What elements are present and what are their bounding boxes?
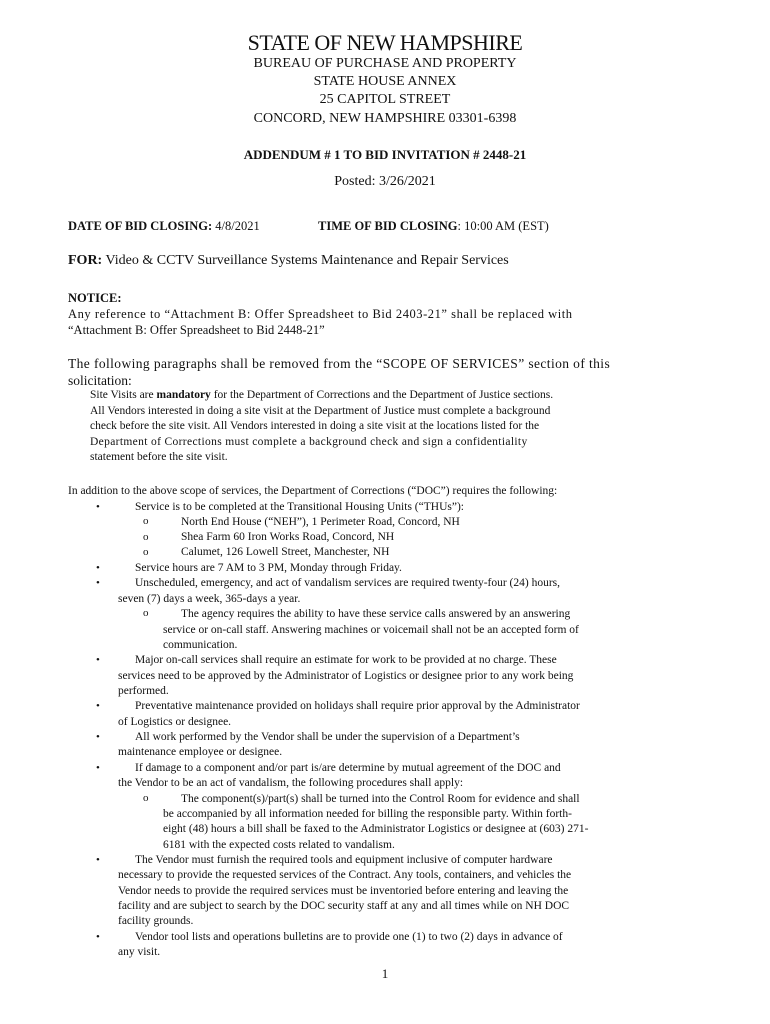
header-line-bureau: BUREAU OF PURCHASE AND PROPERTY	[253, 56, 517, 71]
closing-date-value: 4/8/2021	[215, 219, 260, 233]
site-visit-rest: for the Department of Corrections and the Department of Justice sections.	[210, 389, 554, 401]
for-label: FOR:	[68, 253, 103, 268]
location-shea-farm: Shea Farm 60 Iron Works Road, Concord, NH	[181, 531, 395, 543]
addendum-heading: ADDENDUM # 1 TO BID INVITATION # 2448-21	[243, 147, 527, 162]
bullet-major-line-1: Major on-call services shall require an estimate for work to be provided at no charge. These	[135, 654, 557, 666]
removed-paragraph-line-5: statement before the site visit.	[90, 451, 228, 463]
bullet-tools-line-3: Vendor needs to provide the required services must be inventoried before entering and leaving the	[118, 885, 569, 897]
answering-line-3: communication.	[163, 639, 238, 651]
bullet-tools-line-4: facility and are subject to search by the DOC security staff at any and all times while on NH DOC	[118, 900, 570, 912]
sub-bullet-marker: o	[143, 515, 149, 527]
sub-bullet-marker: o	[143, 792, 149, 804]
page-number: 1	[381, 966, 389, 981]
sub-bullet-marker: o	[143, 531, 149, 543]
bullet-marker: •	[96, 931, 100, 943]
bullet-marker: •	[96, 654, 100, 666]
bullet-marker: •	[96, 854, 100, 866]
bullet-thu-locations: Service is to be completed at the Transitional Housing Units (“THUs”):	[135, 501, 464, 513]
bullet-preventative-line-1: Preventative maintenance provided on holidays shall require prior approval by the Administrator	[135, 700, 580, 712]
closing-date-label: DATE OF BID CLOSING:	[68, 219, 213, 233]
for-line	[68, 253, 509, 269]
header-line-annex: STATE HOUSE ANNEX	[313, 74, 457, 89]
site-visit-start: Site Visits are	[90, 389, 157, 401]
bullet-major-line-3: performed.	[118, 685, 169, 697]
page-title: STATE OF NEW HAMPSHIRE	[247, 30, 523, 55]
removed-paragraph-line-1	[90, 389, 553, 401]
header-line-street: 25 CAPITOL STREET	[319, 92, 451, 107]
bullet-emergency-line-2: seven (7) days a week, 365-days a year.	[118, 593, 301, 605]
bullet-emergency-line-1: Unscheduled, emergency, and act of vandalism services are required twenty-four (24) hours,	[135, 577, 561, 589]
vandalism-procedure-line-4: 6181 with the expected costs related to vandalism.	[163, 839, 395, 851]
bid-closing-time	[318, 219, 549, 234]
bullet-marker: •	[96, 731, 100, 743]
scope-intro: In addition to the above scope of services, the Department of Corrections (“DOC”) requires the following:	[68, 485, 558, 497]
sub-bullet-marker: o	[143, 546, 149, 558]
removed-line-1: The following paragraphs shall be removed from the “SCOPE OF SERVICES” section of this	[68, 356, 611, 371]
closing-time-value: : 10:00 AM (EST)	[457, 219, 549, 233]
bullet-marker: •	[96, 700, 100, 712]
answering-line-1: The agency requires the ability to have these service calls answered by an answering	[181, 608, 571, 620]
bullet-marker: •	[96, 577, 100, 589]
bullet-tool-lists-line-2: any visit.	[118, 946, 161, 958]
notice-label: NOTICE:	[68, 291, 122, 305]
bullet-vandalism-line-2: the Vendor to be an act of vandalism, the following procedures shall apply:	[118, 777, 464, 789]
bullet-marker: •	[96, 762, 100, 774]
removed-paragraph-line-4: Department of Corrections must complete a background check and sign a confidentiality	[90, 436, 528, 448]
bullet-supervision-line-2: maintenance employee or designee.	[118, 746, 283, 758]
notice-line-2: “Attachment B: Offer Spreadsheet to Bid 2448-21”	[68, 323, 325, 337]
bullet-tools-line-1: The Vendor must furnish the required tools and equipment inclusive of computer hardware	[135, 854, 553, 866]
bullet-major-line-2: services need to be approved by the Administrator of Logistics or designee prior to any work being	[118, 670, 574, 682]
removed-paragraph-line-2: All Vendors interested in doing a site visit at the Department of Justice must complete a background	[90, 405, 551, 417]
bullet-tools-line-5: facility grounds.	[118, 915, 194, 927]
header-line-city: CONCORD, NEW HAMPSHIRE 03301-6398	[253, 111, 517, 126]
location-calumet: Calumet, 126 Lowell Street, Manchester, NH	[181, 546, 390, 558]
vandalism-procedure-line-1: The component(s)/part(s) shall be turned into the Control Room for evidence and shall	[181, 793, 580, 805]
bullet-supervision-line-1: All work performed by the Vendor shall be under the supervision of a Department’s	[135, 731, 520, 743]
vandalism-procedure-line-2: be accompanied by all information needed for billing the responsible party. Within forth-	[163, 808, 572, 820]
removed-paragraph-line-3: check before the site visit. All Vendors interested in doing a site visit at the locations listed for the	[90, 420, 540, 432]
bullet-vandalism-line-1: If damage to a component and/or part is/are determine by mutual agreement of the DOC and	[135, 762, 561, 774]
bullet-service-hours: Service hours are 7 AM to 3 PM, Monday through Friday.	[135, 562, 402, 574]
removed-line-2: solicitation:	[68, 373, 132, 388]
mandatory-emphasis: mandatory	[156, 389, 211, 401]
bullet-preventative-line-2: of Logistics or designee.	[118, 716, 232, 728]
sub-bullet-marker: o	[143, 607, 149, 619]
location-neh: North End House (“NEH”), 1 Perimeter Road, Concord, NH	[181, 516, 460, 528]
bullet-marker: •	[96, 562, 100, 574]
bid-closing-date	[68, 219, 260, 234]
for-value: Video & CCTV Surveillance Systems Maintenance and Repair Services	[102, 253, 509, 268]
notice-line-1: Any reference to “Attachment B: Offer Spreadsheet to Bid 2403-21” shall be replaced with	[68, 307, 573, 321]
answering-line-2: service or on-call staff. Answering machines or voicemail shall not be an accepted form of	[163, 624, 579, 636]
posted-date: Posted: 3/26/2021	[334, 174, 436, 189]
closing-time-label: TIME OF BID CLOSING	[318, 219, 458, 233]
bullet-tools-line-2: necessary to provide the requested services of the Contract. Any tools, containers, and vehicles the	[118, 869, 572, 881]
vandalism-procedure-line-3: eight (48) hours a bill shall be faxed to the Administrator Logistics or designee at (603) 271-	[163, 823, 589, 835]
bullet-marker: •	[96, 501, 100, 513]
bullet-tool-lists-line-1: Vendor tool lists and operations bulletins are to provide one (1) to two (2) days in advance of	[135, 931, 563, 943]
